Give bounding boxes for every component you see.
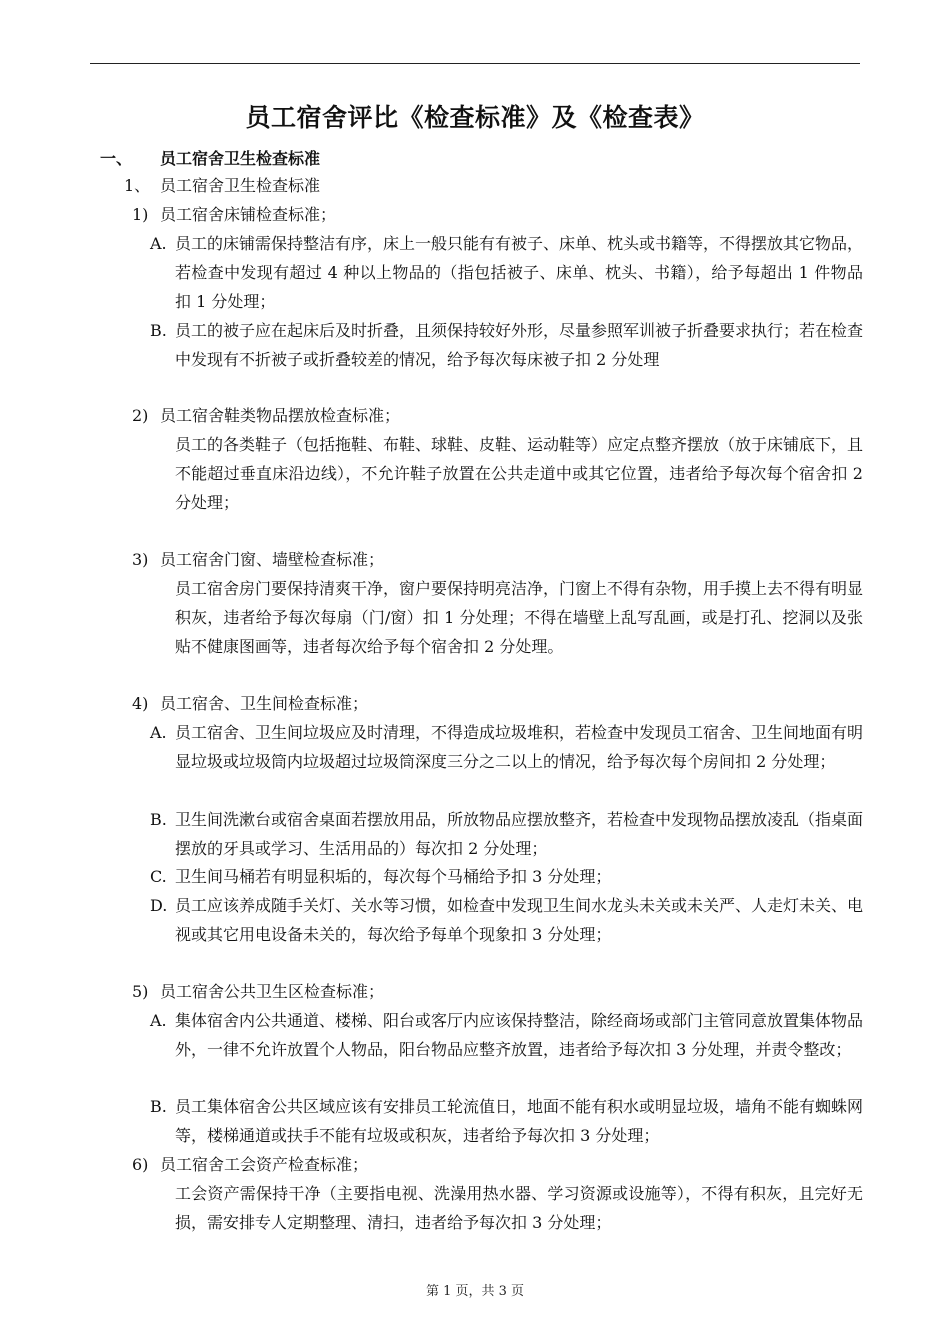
- paragraph-text: 工会资产需保持干净（主要指电视、洗澡用热水器、学习资源或设施等），不得有积灰，且完好无损，需安排专人定期整理、清扫，违者给予每次扣 3 分处理；: [175, 1184, 863, 1232]
- list-item-text: 员工的床铺需保持整洁有序，床上一般只能有有被子、床单、枕头或书籍等，不得摆放其它物品，若检查中发现有超过 4 种以上物品的（指包括被子、床单、枕头、书籍），给予每超出 1 件物品扣 1 分处理；: [175, 234, 864, 311]
- list-marker: B.: [150, 810, 167, 829]
- list-marker: C.: [150, 867, 167, 886]
- page-footer: 第 1 页，共 3 页: [425, 1284, 525, 1299]
- list-marker: B.: [150, 1097, 167, 1116]
- list-marker: A.: [150, 234, 167, 253]
- paragraph-text: 员工宿舍房门要保持清爽干净，窗户要保持明亮洁净，门窗上不得有杂物，用手摸上去不得有明显积灰，违者给予每次每扇（门/窗）扣 1 分处理；不得在墙壁上乱写乱画，或是打孔、挖洞以及张贴不健康图画等，违者每次给予每个宿舍扣 2 分处理。: [175, 579, 864, 656]
- list-marker: B.: [150, 321, 167, 340]
- item-heading: 员工宿舍床铺检查标准；: [160, 205, 337, 224]
- list-item-text: 员工应该养成随手关灯、关水等习惯，如检查中发现卫生间水龙头未关或未关严、人走灯未关、电视或其它用电设备未关的，每次给予每单个现象扣 3 分处理；: [175, 896, 864, 944]
- subsection-heading: 员工宿舍卫生检查标准: [160, 176, 321, 195]
- list-item-text: 员工宿舍、卫生间垃圾应及时清理，不得造成垃圾堆积，若检查中发现员工宿舍、卫生间地面有明显垃圾或垃圾筒内垃圾超过垃圾筒深度三分之二以上的情况，给予每次每个房间扣 2 分处理；: [175, 723, 864, 771]
- item-heading: 员工宿舍公共卫生区检查标准；: [160, 982, 385, 1001]
- list-marker: D.: [150, 896, 168, 915]
- section-heading: 员工宿舍卫生检查标准: [160, 149, 321, 168]
- item-heading: 员工宿舍门窗、墙壁检查标准；: [160, 550, 385, 569]
- list-marker: A.: [150, 723, 167, 742]
- item-heading: 员工宿舍工会资产检查标准；: [160, 1155, 369, 1174]
- item-number: 2): [132, 406, 149, 425]
- item-heading: 员工宿舍、卫生间检查标准；: [160, 694, 369, 713]
- item-number: 6): [132, 1155, 149, 1174]
- list-item-text: 员工集体宿舍公共区域应该有安排员工轮流值日，地面不能有积水或明显垃圾，墙角不能有蜘蛛网等，楼梯通道或扶手不能有垃圾或积灰，违者给予每次扣 3 分处理；: [175, 1097, 864, 1145]
- paragraph-text: 员工的各类鞋子（包括拖鞋、布鞋、球鞋、皮鞋、运动鞋等）应定点整齐摆放（放于床铺底下，且不能超过垂直床沿边线），不允许鞋子放置在公共走道中或其它位置，违者给予每次每个宿舍扣 2 分处理；: [175, 435, 864, 512]
- item-number: 1): [132, 205, 149, 224]
- header-rule: [90, 63, 860, 64]
- subsection-number: 1、: [124, 176, 151, 195]
- item-number: 4): [132, 694, 149, 713]
- list-item-text: 集体宿舍内公共通道、楼梯、阳台或客厅内应该保持整洁，除经商场或部门主管同意放置集体物品外，一律不允许放置个人物品，阳台物品应整齐放置，违者给予每次扣 3 分处理，并责令整改；: [175, 1011, 864, 1059]
- list-item-text: 卫生间洗漱台或宿舍桌面若摆放用品，所放物品应摆放整齐，若检查中发现物品摆放凌乱（指桌面摆放的牙具或学习、生活用品的）每次扣 2 分处理；: [175, 810, 864, 858]
- item-number: 5): [132, 982, 149, 1001]
- section-number: 一、: [100, 149, 133, 168]
- item-heading: 员工宿舍鞋类物品摆放检查标准；: [160, 406, 401, 425]
- list-item-text: 员工的被子应在起床后及时折叠，且须保持较好外形，尽量参照军训被子折叠要求执行；若在检查中发现有不折被子或折叠较差的情况，给予每次每床被子扣 2 分处理: [175, 321, 864, 369]
- item-number: 3): [132, 550, 149, 569]
- document-title: 员工宿舍评比《检查标准》及《检查表》: [245, 103, 705, 132]
- list-item-text: 卫生间马桶若有明显积垢的，每次每个马桶给予扣 3 分处理；: [175, 867, 612, 886]
- list-marker: A.: [150, 1011, 167, 1030]
